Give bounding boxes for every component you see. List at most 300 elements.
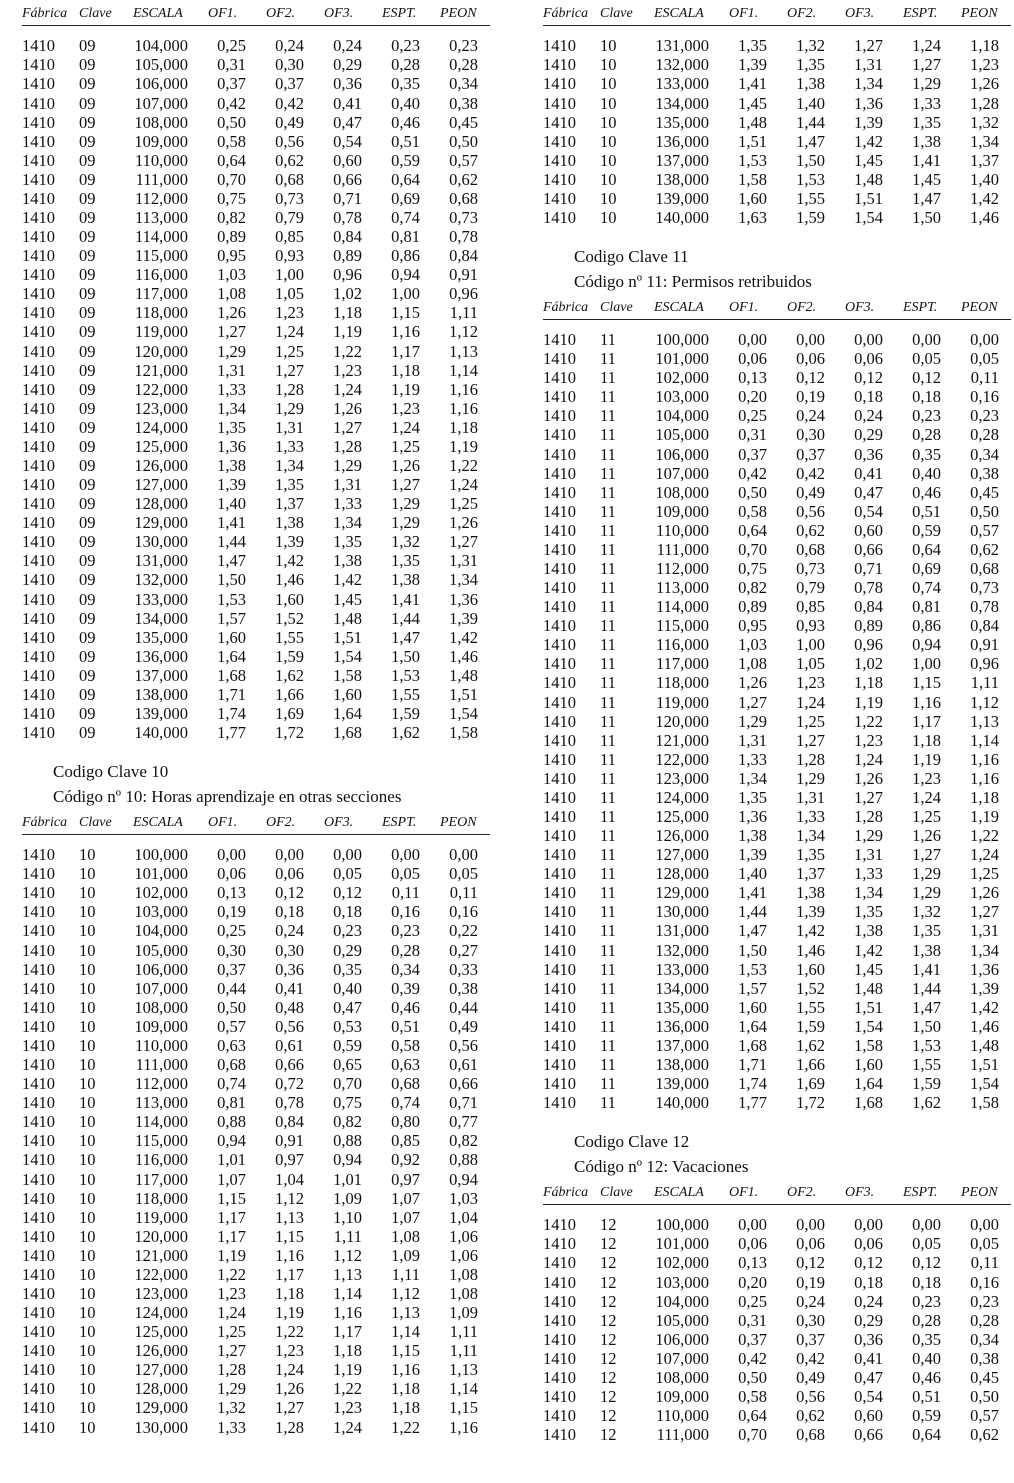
table-row xyxy=(22,1208,490,1227)
table-cell: 0,25 xyxy=(217,36,246,56)
table-cell: 112,000 xyxy=(134,188,188,208)
table-cell: 1,28 xyxy=(275,1417,304,1437)
table-row xyxy=(22,1399,490,1418)
table-cell: 110,000 xyxy=(134,150,188,170)
table-cell: 11 xyxy=(600,730,616,750)
table-cell: 10 xyxy=(79,978,96,998)
table-cell: 1,72 xyxy=(275,723,304,743)
table-cell: 0,06 xyxy=(796,349,825,369)
table-cell: 1,51 xyxy=(449,684,478,704)
table-cell: 1,12 xyxy=(391,1283,420,1303)
table-row xyxy=(543,712,1011,731)
table-row xyxy=(22,686,490,705)
table-cell: 131,000 xyxy=(655,36,709,56)
table-row xyxy=(22,304,490,323)
table-cell: 1410 xyxy=(22,1264,55,1284)
table-cell: 1410 xyxy=(22,589,55,609)
table-cell: 1,46 xyxy=(796,940,825,960)
table-cell: 1,33 xyxy=(217,1417,246,1437)
table-cell: 1,16 xyxy=(970,768,999,788)
section-10-code-title: Codigo Clave 10 xyxy=(53,761,169,781)
table-row xyxy=(543,979,1011,998)
table-cell: 0,00 xyxy=(391,845,420,865)
column-header: ESPT. xyxy=(903,299,938,315)
table-cell: 10 xyxy=(79,921,96,941)
table-row xyxy=(543,1018,1011,1037)
table-cell: 0,23 xyxy=(970,1291,999,1311)
table-cell: 1,34 xyxy=(449,570,478,590)
table-cell: 1410 xyxy=(543,616,576,636)
table-cell: 1,55 xyxy=(796,997,825,1017)
table-row xyxy=(22,846,490,865)
table-cell: 0,19 xyxy=(796,387,825,407)
table-cell: 0,58 xyxy=(738,1386,767,1406)
table-cell: 121,000 xyxy=(655,730,709,750)
column-header: ESCALA xyxy=(654,6,704,21)
table-cell: 1,71 xyxy=(738,1055,767,1075)
table-cell: 0,40 xyxy=(333,978,362,998)
table-cell: 125,000 xyxy=(655,807,709,827)
table-cell: 1,35 xyxy=(333,532,362,552)
table-cell: 1,33 xyxy=(217,379,246,399)
table-cell: 1,50 xyxy=(391,646,420,666)
table-cell: 0,46 xyxy=(912,482,941,502)
table-cell: 1,54 xyxy=(970,1074,999,1094)
table-row xyxy=(22,380,490,399)
table-cell: 0,82 xyxy=(738,578,767,598)
table-cell: 1,34 xyxy=(970,131,999,151)
table-cell: 1410 xyxy=(22,93,55,113)
table-cell: 1,35 xyxy=(796,55,825,75)
table-cell: 1410 xyxy=(22,494,55,514)
table-cell: 104,000 xyxy=(134,921,188,941)
table-cell: 0,28 xyxy=(912,1310,941,1330)
table-cell: 1,16 xyxy=(449,398,478,418)
table-cell: 11 xyxy=(600,330,616,350)
table-cell: 0,25 xyxy=(738,1291,767,1311)
table-cell: 107,000 xyxy=(655,1348,709,1368)
table-cell: 1,28 xyxy=(333,436,362,456)
table-cell: 103,000 xyxy=(655,387,709,407)
table-row xyxy=(22,648,490,667)
table-cell: 1,38 xyxy=(275,513,304,533)
table-cell: 1,34 xyxy=(275,456,304,475)
table-cell: 135,000 xyxy=(134,627,188,647)
table-cell: 108,000 xyxy=(134,997,188,1017)
table-cell: 1410 xyxy=(543,1425,576,1445)
table-cell: 124,000 xyxy=(134,417,188,437)
table-cell: 1410 xyxy=(22,169,55,189)
table-row xyxy=(22,457,490,476)
table-cell: 10 xyxy=(79,845,96,865)
table-cell: 1,53 xyxy=(738,150,767,170)
table-cell: 1,22 xyxy=(391,1417,420,1437)
table-cell: 1,31 xyxy=(970,921,999,941)
table-cell: 124,000 xyxy=(655,787,709,807)
table-cell: 0,81 xyxy=(391,227,420,247)
table-cell: 140,000 xyxy=(655,207,709,227)
table-cell: 0,05 xyxy=(912,1234,941,1254)
table-cell: 119,000 xyxy=(655,692,709,712)
table-cell: 09 xyxy=(79,246,96,266)
table-cell: 1,31 xyxy=(738,730,767,750)
table-cell: 0,78 xyxy=(970,597,999,617)
table-cell: 0,47 xyxy=(333,997,362,1017)
table-cell: 11 xyxy=(600,406,616,426)
table-cell: 1410 xyxy=(543,692,576,712)
table-cell: 0,75 xyxy=(738,559,767,578)
table-cell: 116,000 xyxy=(655,635,709,655)
table-cell: 0,30 xyxy=(275,940,304,960)
table-cell: 1,59 xyxy=(796,1016,825,1036)
table-cell: 1,13 xyxy=(970,711,999,731)
table-cell: 0,12 xyxy=(796,368,825,388)
table-cell: 1,18 xyxy=(275,1283,304,1303)
table-cell: 103,000 xyxy=(655,1272,709,1292)
table-cell: 0,53 xyxy=(333,1016,362,1036)
table-cell: 0,63 xyxy=(391,1055,420,1075)
table-cell: 1,36 xyxy=(217,436,246,456)
table-cell: 1,25 xyxy=(796,711,825,731)
table-cell: 11 xyxy=(600,520,616,540)
column-header: OF1. xyxy=(729,6,759,21)
table-cell: 1,28 xyxy=(970,93,999,113)
table-cell: 136,000 xyxy=(655,131,709,151)
table-cell: 0,29 xyxy=(333,55,362,75)
table-cell: 121,000 xyxy=(134,360,188,380)
table-cell: 1,33 xyxy=(854,864,883,884)
table-row xyxy=(22,571,490,590)
table-10-continued-body xyxy=(543,26,1011,228)
table-cell: 0,12 xyxy=(333,883,362,903)
table-cell: 1,35 xyxy=(738,36,767,56)
table-cell: 1,55 xyxy=(391,684,420,704)
table-cell: 1410 xyxy=(22,902,55,922)
table-cell: 0,59 xyxy=(391,150,420,170)
table-cell: 129,000 xyxy=(655,883,709,903)
table-cell: 113,000 xyxy=(134,1093,188,1113)
table-cell: 1410 xyxy=(22,207,55,227)
table-cell: 1,14 xyxy=(391,1322,420,1342)
table-cell: 1,66 xyxy=(796,1055,825,1075)
table-cell: 1,27 xyxy=(449,532,478,552)
table-cell: 0,69 xyxy=(391,188,420,208)
table-cell: 10 xyxy=(79,1035,96,1055)
table-cell: 1,25 xyxy=(391,436,420,456)
table-row xyxy=(22,151,490,170)
table-cell: 0,00 xyxy=(854,1215,883,1235)
table-cell: 0,28 xyxy=(391,55,420,75)
table-cell: 1,06 xyxy=(449,1245,478,1265)
table-cell: 1,24 xyxy=(275,1360,304,1380)
table-cell: 1,23 xyxy=(333,360,362,380)
table-cell: 1,55 xyxy=(796,188,825,208)
table-cell: 1410 xyxy=(543,482,576,502)
table-cell: 102,000 xyxy=(655,1253,709,1273)
table-cell: 11 xyxy=(600,654,616,674)
table-cell: 1,19 xyxy=(912,749,941,769)
table-cell: 1,31 xyxy=(449,551,478,571)
table-cell: 1,29 xyxy=(912,74,941,94)
table-cell: 1410 xyxy=(22,1131,55,1151)
table-cell: 0,05 xyxy=(970,349,999,369)
table-cell: 137,000 xyxy=(134,665,188,685)
table-cell: 1,29 xyxy=(912,864,941,884)
table-cell: 1,38 xyxy=(738,826,767,846)
table-row xyxy=(22,171,490,190)
table-cell: 11 xyxy=(600,1074,616,1094)
table-cell: 130,000 xyxy=(134,532,188,552)
table-cell: 1,23 xyxy=(275,303,304,323)
table-cell: 136,000 xyxy=(134,646,188,666)
table-cell: 1,27 xyxy=(970,902,999,922)
table-cell: 0,30 xyxy=(275,55,304,75)
column-header: Clave xyxy=(600,299,633,315)
table-cell: 0,69 xyxy=(912,559,941,578)
table-cell: 0,30 xyxy=(796,425,825,445)
table-cell: 1,31 xyxy=(217,360,246,380)
table-cell: 1,48 xyxy=(449,665,478,685)
table-cell: 105,000 xyxy=(134,940,188,960)
table-cell: 1,39 xyxy=(738,845,767,865)
table-cell: 1,15 xyxy=(217,1188,246,1208)
table-cell: 1,26 xyxy=(449,513,478,533)
table-cell: 1410 xyxy=(543,501,576,521)
table-cell: 118,000 xyxy=(655,673,709,693)
table-cell: 119,000 xyxy=(134,322,188,342)
table-row xyxy=(543,674,1011,693)
table-cell: 0,66 xyxy=(854,1425,883,1445)
table-cell: 09 xyxy=(79,188,96,208)
section-11-desc-title: Código nº 11: Permisos retribuidos xyxy=(574,271,812,291)
table-cell: 0,06 xyxy=(217,864,246,884)
table-row xyxy=(543,1273,1011,1292)
table-cell: 0,28 xyxy=(970,1310,999,1330)
table-cell: 1,44 xyxy=(217,532,246,552)
table-cell: 1,17 xyxy=(275,1264,304,1284)
table-cell: 1,27 xyxy=(333,417,362,437)
column-header: OF3. xyxy=(845,1184,875,1200)
table-cell: 1,58 xyxy=(854,1035,883,1055)
table-cell: 1,19 xyxy=(449,436,478,456)
table-cell: 1,35 xyxy=(217,417,246,437)
table-cell: 10 xyxy=(79,1188,96,1208)
table-cell: 0,18 xyxy=(854,387,883,407)
table-header xyxy=(22,809,490,835)
table-cell: 0,23 xyxy=(333,921,362,941)
table-cell: 1,18 xyxy=(912,730,941,750)
table-cell: 123,000 xyxy=(134,1283,188,1303)
table-cell: 132,000 xyxy=(655,55,709,75)
table-cell: 1410 xyxy=(543,1215,576,1235)
table-cell: 1410 xyxy=(22,532,55,552)
table-cell: 1,29 xyxy=(854,826,883,846)
table-row xyxy=(22,228,490,247)
table-cell: 1,01 xyxy=(333,1169,362,1189)
table-cell: 0,54 xyxy=(854,1386,883,1406)
table-cell: 104,000 xyxy=(655,1291,709,1311)
table-cell: 1,41 xyxy=(912,959,941,979)
table-cell: 0,66 xyxy=(333,169,362,189)
table-cell: 1410 xyxy=(22,1055,55,1075)
table-cell: 1,48 xyxy=(738,112,767,132)
table-cell: 1410 xyxy=(543,1055,576,1075)
table-cell: 136,000 xyxy=(655,1016,709,1036)
table-cell: 0,58 xyxy=(217,131,246,151)
column-header: Clave xyxy=(79,6,112,21)
table-cell: 1410 xyxy=(543,463,576,483)
table-cell: 0,27 xyxy=(449,940,478,960)
table-row xyxy=(543,999,1011,1018)
table-cell: 1410 xyxy=(543,406,576,426)
table-cell: 09 xyxy=(79,112,96,132)
table-cell: 1410 xyxy=(22,417,55,437)
table-cell: 0,57 xyxy=(970,520,999,540)
table-cell: 1410 xyxy=(543,959,576,979)
table-cell: 1410 xyxy=(543,36,576,56)
table-cell: 112,000 xyxy=(134,1074,188,1094)
table-cell: 1,64 xyxy=(854,1074,883,1094)
table-cell: 1,40 xyxy=(217,494,246,514)
table-cell: 1410 xyxy=(543,997,576,1017)
table-row xyxy=(543,350,1011,369)
table-row xyxy=(22,628,490,647)
table-cell: 1,36 xyxy=(970,959,999,979)
table-cell: 10 xyxy=(600,93,617,113)
table-cell: 0,38 xyxy=(970,1348,999,1368)
table-cell: 0,89 xyxy=(217,227,246,247)
table-cell: 0,47 xyxy=(333,112,362,132)
table-cell: 0,66 xyxy=(275,1055,304,1075)
table-cell: 1,19 xyxy=(854,692,883,712)
table-cell: 1,39 xyxy=(796,902,825,922)
table-cell: 0,50 xyxy=(738,482,767,502)
table-cell: 1,50 xyxy=(912,207,941,227)
table-cell: 126,000 xyxy=(655,826,709,846)
table-cell: 1410 xyxy=(22,1016,55,1036)
table-cell: 0,42 xyxy=(217,93,246,113)
table-cell: 11 xyxy=(600,1093,616,1113)
table-cell: 0,71 xyxy=(854,559,883,578)
table-cell: 1,37 xyxy=(275,494,304,514)
section-12-code-title: Codigo Clave 12 xyxy=(574,1131,690,1151)
table-cell: 10 xyxy=(79,1016,96,1036)
table-row xyxy=(22,438,490,457)
table-cell: 1,26 xyxy=(970,74,999,94)
table-cell: 0,42 xyxy=(796,463,825,483)
table-cell: 139,000 xyxy=(655,1074,709,1094)
table-cell: 1410 xyxy=(543,207,576,227)
table-row xyxy=(22,190,490,209)
table-cell: 11 xyxy=(600,635,616,655)
table-row xyxy=(543,75,1011,94)
table-cell: 12 xyxy=(600,1386,617,1406)
table-cell: 111,000 xyxy=(135,1055,188,1075)
table-cell: 1,16 xyxy=(391,1360,420,1380)
table-cell: 12 xyxy=(600,1329,617,1349)
table-row xyxy=(543,502,1011,521)
column-header: ESPT. xyxy=(382,6,417,21)
table-cell: 106,000 xyxy=(134,959,188,979)
table-cell: 1410 xyxy=(22,322,55,342)
table-cell: 09 xyxy=(79,570,96,590)
table-cell: 1,18 xyxy=(391,360,420,380)
table-row xyxy=(543,693,1011,712)
table-cell: 1,11 xyxy=(449,303,478,323)
table-cell: 1,34 xyxy=(854,883,883,903)
table-cell: 0,18 xyxy=(912,387,941,407)
table-cell: 0,16 xyxy=(391,902,420,922)
table-cell: 1410 xyxy=(22,1417,55,1437)
table-cell: 0,46 xyxy=(391,997,420,1017)
table-cell: 0,86 xyxy=(391,246,420,266)
table-cell: 1,36 xyxy=(854,93,883,113)
table-cell: 0,73 xyxy=(449,207,478,227)
table-cell: 123,000 xyxy=(655,768,709,788)
table-row xyxy=(22,1323,490,1342)
table-cell: 0,84 xyxy=(333,227,362,247)
table-cell: 0,00 xyxy=(970,1215,999,1235)
column-header: ESCALA xyxy=(133,6,183,21)
table-cell: 1,31 xyxy=(796,787,825,807)
table-cell: 1,16 xyxy=(912,692,941,712)
table-cell: 0,29 xyxy=(333,940,362,960)
table-cell: 09 xyxy=(79,303,96,323)
table-cell: 1,51 xyxy=(854,188,883,208)
table-cell: 1,23 xyxy=(796,673,825,693)
table-cell: 1410 xyxy=(22,997,55,1017)
table-cell: 1,24 xyxy=(912,787,941,807)
table-cell: 0,60 xyxy=(854,520,883,540)
table-cell: 117,000 xyxy=(134,1169,188,1189)
table-row xyxy=(22,1151,490,1170)
table-cell: 1,16 xyxy=(449,379,478,399)
table-cell: 0,59 xyxy=(333,1035,362,1055)
table-cell: 11 xyxy=(600,940,616,960)
table-cell: 0,36 xyxy=(333,74,362,94)
table-cell: 0,85 xyxy=(391,1131,420,1151)
table-cell: 1410 xyxy=(543,112,576,132)
table-cell: 0,71 xyxy=(333,188,362,208)
table-row xyxy=(543,1330,1011,1349)
table-cell: 103,000 xyxy=(134,902,188,922)
table-cell: 0,06 xyxy=(796,1234,825,1254)
table-cell: 1,60 xyxy=(333,684,362,704)
table-cell: 1,34 xyxy=(738,768,767,788)
table-row xyxy=(22,209,490,228)
table-cell: 1,32 xyxy=(912,902,941,922)
column-header: Fábrica xyxy=(543,1184,589,1200)
table-cell: 1,23 xyxy=(333,1398,362,1418)
table-cell: 09 xyxy=(79,551,96,571)
table-cell: 1,31 xyxy=(854,55,883,75)
table-cell: 0,89 xyxy=(333,246,362,266)
table-cell: 106,000 xyxy=(655,1329,709,1349)
table-cell: 1,22 xyxy=(217,1264,246,1284)
table-cell: 1,09 xyxy=(333,1188,362,1208)
table-cell: 0,56 xyxy=(275,131,304,151)
table-cell: 1,59 xyxy=(275,646,304,666)
table-cell: 0,42 xyxy=(275,93,304,113)
column-header: OF2. xyxy=(787,299,817,315)
table-cell: 1,42 xyxy=(275,551,304,571)
table-cell: 0,68 xyxy=(217,1055,246,1075)
table-cell: 100,000 xyxy=(134,845,188,865)
table-row xyxy=(543,941,1011,960)
table-cell: 11 xyxy=(600,444,616,464)
table-cell: 1,27 xyxy=(854,787,883,807)
table-cell: 1,15 xyxy=(449,1398,478,1418)
